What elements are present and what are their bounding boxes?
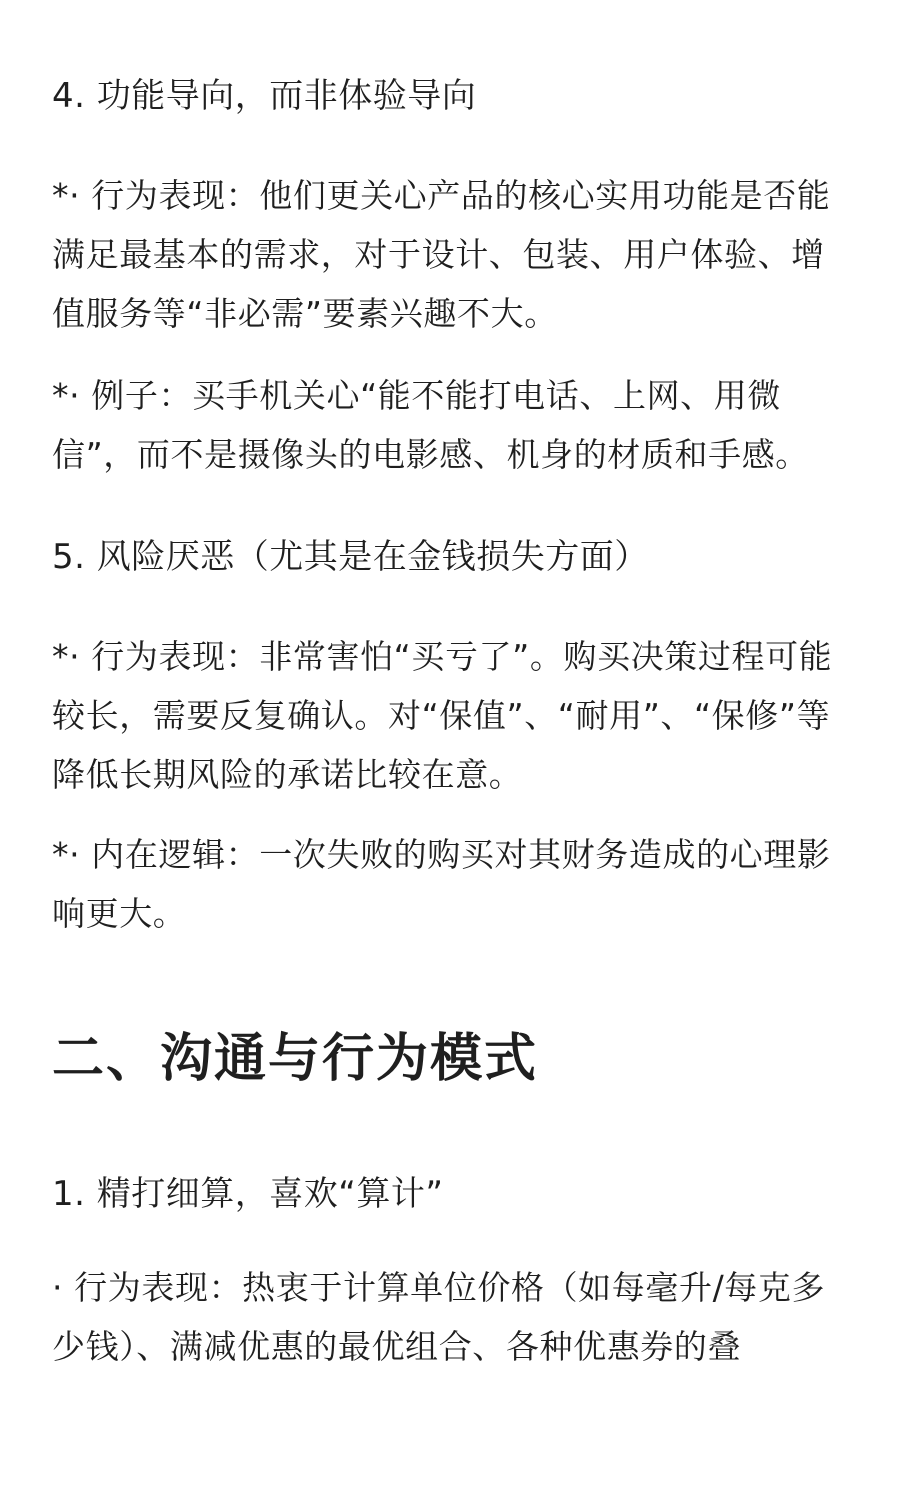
bullet-risk-logic: *· 内在逻辑：一次失败的购买对其财务造成的心理影响更大。 [52, 835, 831, 933]
bullet-functional-behavior: *· 行为表现：他们更关心产品的核心实用功能是否能满足最基本的需求，对于设计、包装、用户体验、增值服务等“非必需”要素兴趣不大。 [52, 176, 831, 333]
section-title-communication-behavior: 二、沟通与行为模式 [52, 1029, 539, 1089]
heading-functional-orientation: 4. 功能导向，而非体验导向 [52, 76, 477, 116]
bullet-functional-example: *· 例子：买手机关心“能不能打电话、上网、用微信”，而不是摄像头的电影感、机身的材质和手感。 [52, 376, 809, 474]
bullet-risk-behavior: *· 行为表现：非常害怕“买亏了”。购买决策过程可能较长，需要反复确认。对“保值”、“耐用”、“保修”等降低长期风险的承诺比较在意。 [52, 637, 833, 794]
heading-careful-calculation: 1. 精打细算，喜欢“算计” [52, 1174, 444, 1214]
bullet-calculation-behavior: · 行为表现：热衷于计算单位价格（如每毫升/每克多少钱）、满减优惠的最优组合、各种优惠券的叠 [52, 1268, 826, 1366]
heading-risk-aversion: 5. 风险厌恶（尤其是在金钱损失方面） [52, 537, 649, 577]
